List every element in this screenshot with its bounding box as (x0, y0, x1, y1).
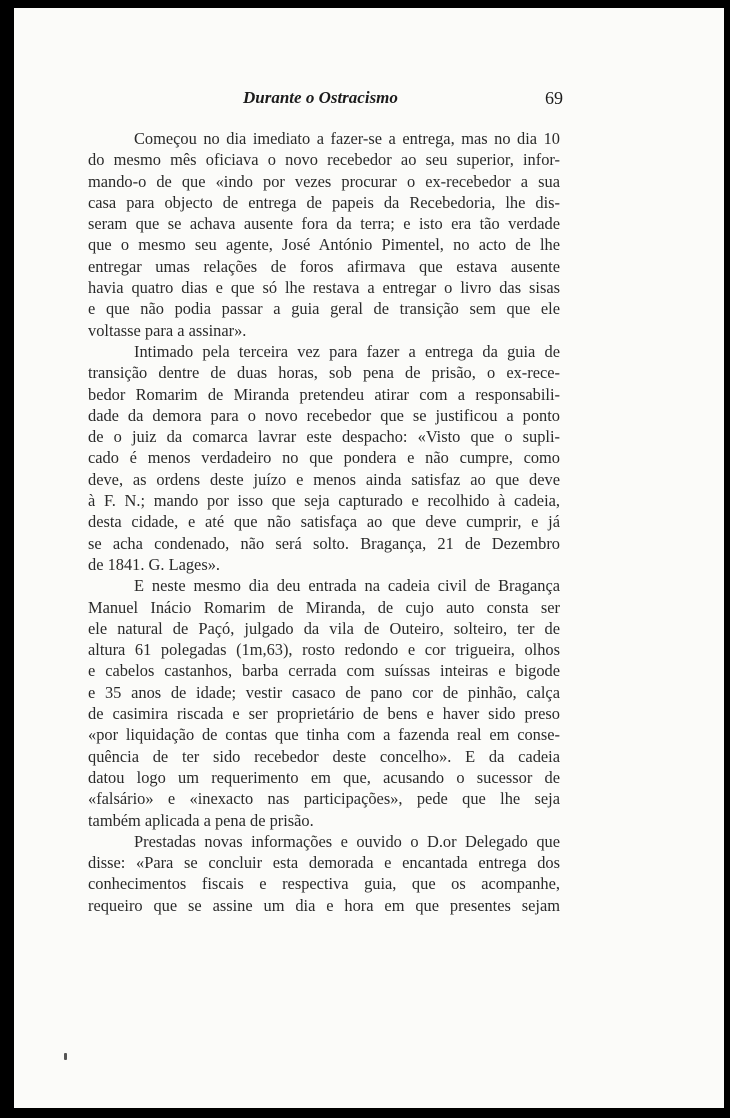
text-line: de casimira riscada e ser proprietário de bens e haver sido preso (88, 704, 560, 724)
text-line: deve, as ordens deste juízo e menos ainda satisfaz ao que deve (88, 469, 560, 489)
text-line: Prestadas novas informações e ouvido o D.or Delegado que (134, 831, 560, 851)
running-title: Durante o Ostracismo (243, 88, 398, 107)
text-line: voltasse para a assinar». (88, 320, 247, 340)
text-line: bedor Romarim de Miranda pretendeu atirar com a responsabili- (88, 384, 560, 404)
text-line: Manuel Inácio Romarim de Miranda, de cujo auto consta ser (88, 597, 560, 617)
text-line: Intimado pela terceira vez para fazer a entrega da guia de (134, 341, 560, 361)
text-line: de 1841. G. Lages». (88, 554, 221, 574)
text-line: conhecimentos fiscais e respectiva guia, que os acompanhe, (88, 874, 560, 894)
paragraph-1 (88, 128, 560, 341)
text-line: e que não podia passar a guia geral de transição sem que ele (88, 299, 560, 319)
text-line: que o mesmo seu agente, José António Pimentel, no acto de lhe (88, 235, 560, 255)
text-line: também aplicada a pena de prisão. (88, 810, 314, 830)
page-header (14, 88, 724, 114)
text-line: «por liquidação de contas que tinha com a fazenda real em conse- (88, 725, 560, 745)
body-text (88, 128, 560, 916)
scan-speck (64, 1053, 67, 1060)
text-line: desta cidade, e até que não satisfaça ao que deve cumprir, e já (88, 512, 560, 532)
text-line: transição dentre de duas horas, sob pena de prisão, o ex-rece- (88, 363, 560, 383)
text-line: quência de ter sido recebedor deste concelho». E da cadeia (88, 746, 560, 766)
book-page (14, 8, 724, 1108)
text-line: disse: «Para se concluir esta demorada e encantada entrega dos (88, 853, 560, 873)
text-line: datou logo um requerimento em que, acusando o sucessor de (88, 767, 560, 787)
page-number: 69 (545, 88, 563, 108)
text-line: requeiro que se assine um dia e hora em que presentes sejam (88, 895, 560, 915)
text-line: cado é menos verdadeiro no que pondera e não cumpre, como (88, 448, 560, 468)
text-line: casa para objecto de entrega de papeis da Recebedoria, lhe dis- (88, 192, 560, 212)
text-line: altura 61 polegadas (1m,63), rosto redondo e cor trigueira, olhos (88, 640, 560, 660)
text-line: mando-o de que «indo por vezes procurar o ex-recebedor a sua (88, 171, 560, 191)
text-line: e cabelos castanhos, barba cerrada com suíssas inteiras e bigode (88, 661, 560, 681)
text-line: do mesmo mês oficiava o novo recebedor ao seu superior, infor- (88, 150, 560, 170)
text-line: seram que se achava ausente fora da terra; e isto era tão verdade (88, 214, 560, 234)
text-line: à F. N.; mando por isso que seja capturado e recolhido à cadeia, (88, 491, 560, 511)
text-line: e 35 anos de idade; vestir casaco de pano cor de pinhão, calça (88, 682, 560, 702)
paragraph-4 (88, 831, 560, 916)
text-line: Começou no dia imediato a fazer-se a entrega, mas no dia 10 (134, 129, 560, 148)
text-line: havia quatro dias e que só lhe restava a entregar o livro das sisas (88, 278, 560, 298)
text-line: de o juiz da comarca lavrar este despacho: «Visto que o supli- (88, 427, 560, 447)
paragraph-2 (88, 341, 560, 575)
text-line: ele natural de Paçó, julgado da vila de Outeiro, solteiro, ter de (88, 618, 560, 638)
text-line: «falsário» e «inexacto nas participações», pede que lhe seja (88, 789, 560, 809)
paragraph-3 (88, 575, 560, 831)
text-line: E neste mesmo dia deu entrada na cadeia civil de Bragança (134, 576, 560, 596)
text-line: entregar umas relações de foros afirmava que estava ausente (88, 256, 560, 276)
text-line: dade da demora para o novo recebedor que se justificou a ponto (88, 405, 560, 425)
text-line: se acha condenado, não será solto. Bragança, 21 de Dezembro (88, 533, 560, 553)
